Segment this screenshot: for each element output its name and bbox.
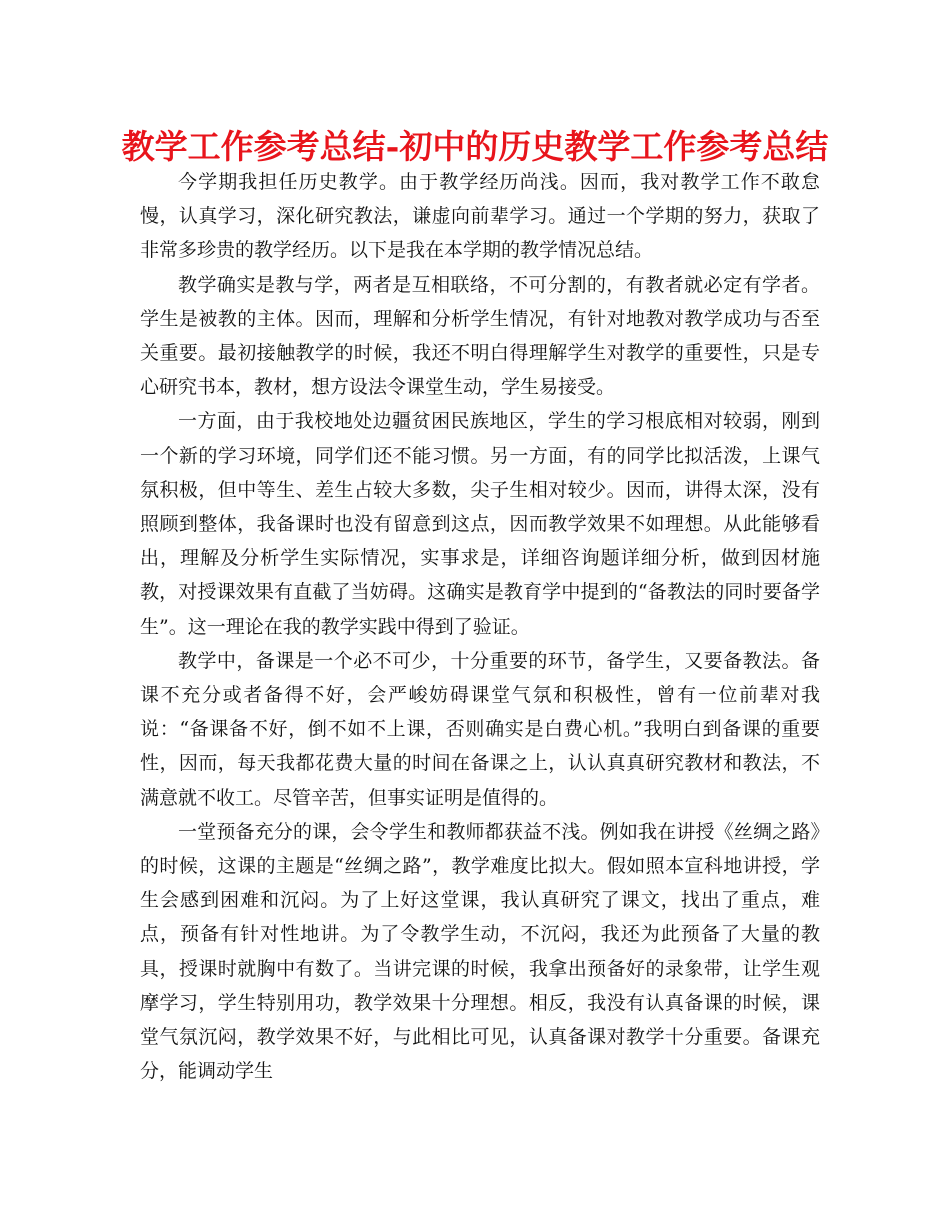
paragraph: 一方面，由于我校地处边疆贫困民族地区，学生的学习根底相对较弱，刚到一个新的学习环境，同学们还不能习惯。另一方面，有的同学比拟活泼，上课气氛积极，但中等生、差生占较大多数，尖子生相对较少。因而，讲得太深，没有照顾到整体，我备课时也没有留意到这点，因而教学效果不如理想。从此能够看出，理解及分析学生实际情况，实事求是，详细咨询题详细分析，做到因材施教，对授课效果有直截了当妨碍。这确实是教育学中提到的“备教法的同时要备学生”。这一理论在我的教学实践中得到了验证。 <box>140 410 820 638</box>
paragraph: 一堂预备充分的课，会令学生和教师都获益不浅。例如我在讲授《丝绸之路》的时候，这课的主题是“丝绸之路”，教学难度比拟大。假如照本宣科地讲授，学生会感到困难和沉闷。为了上好这堂课，我认真研究了课文，找出了重点，难点，预备有针对性地讲。为了令教学生动，不沉闷，我还为此预备了大量的教具，授课时就胸中有数了。当讲完课的时候，我拿出预备好的录象带，让学生观摩学习，学生特别用功，教学效果十分理想。相反，我没有认真备课的时候，课堂气氛沉闷，教学效果不好，与此相比可见，认真备课对教学十分重要。备课充分，能调动学生 <box>140 820 820 1083</box>
document-title: 教学工作参考总结-初中的历史教学工作参考总结 <box>121 127 829 166</box>
paragraph: 教学中，备课是一个必不可少，十分重要的环节，备学生，又要备教法。备课不充分或者备得不好，会严峻妨碍课堂气氛和积极性，曾有一位前辈对我说：“备课备不好，倒不如不上课，否则确实是白费心机。”我明白到备课的重要性，因而，每天我都花费大量的时间在备课之上，认认真真研究教材和教法，不满意就不收工。尽管辛苦，但事实证明是值得的。 <box>140 649 820 809</box>
document-body <box>140 165 820 1088</box>
paragraph: 教学确实是教与学，两者是互相联络，不可分割的，有教者就必定有学者。学生是被教的主体。因而，理解和分析学生情况，有针对地教对教学成功与否至关重要。最初接触教学的时候，我还不明白得理解学生对教学的重要性，只是专心研究书本，教材，想方设法令课堂生动，学生易接受。 <box>140 273 820 399</box>
paragraph: 今学期我担任历史教学。由于教学经历尚浅。因而，我对教学工作不敢怠慢，认真学习，深化研究教法，谦虚向前辈学习。通过一个学期的努力，获取了非常多珍贵的教学经历。以下是我在本学期的教学情况总结。 <box>140 171 820 262</box>
